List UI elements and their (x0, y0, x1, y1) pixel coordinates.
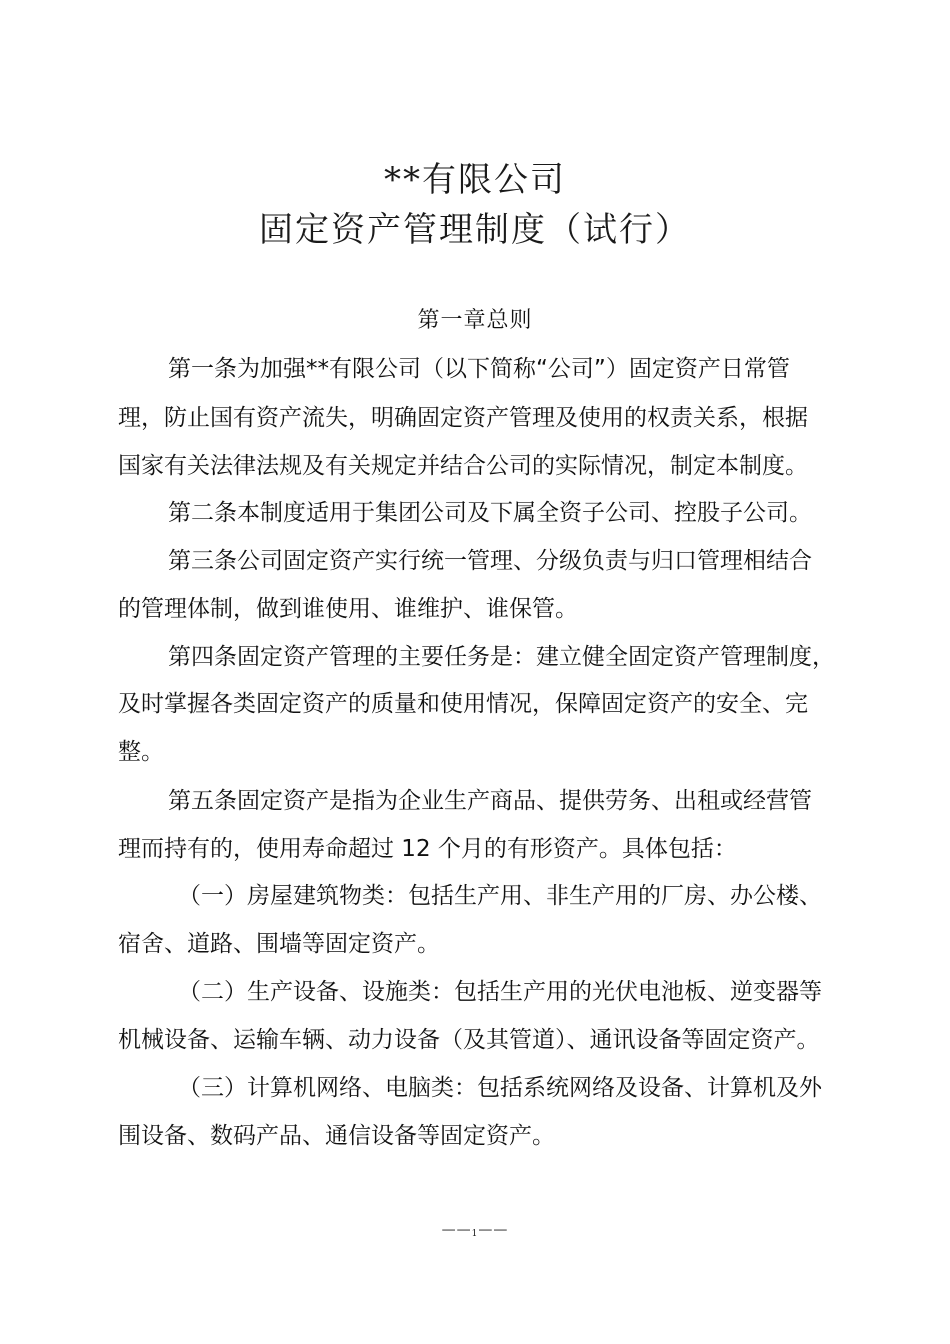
item-1-line-1: （一）房屋建筑物类：包括生产用、非生产用的厂房、办公楼、 (178, 883, 822, 909)
item-2-line-1: （二）生产设备、设施类：包括生产用的光伏电池板、逆变器等 (178, 979, 822, 1005)
page-footer (0, 1222, 950, 1239)
article-1-line-3: 国家有关法律法规及有关规定并结合公司的实际情况，制定本制度。 (118, 453, 808, 479)
article-3-line-2: 的管理体制，做到谁使用、谁维护、谁保管。 (118, 596, 578, 622)
company-title: **有限公司 (384, 160, 566, 200)
article-3-line-1: 第三条公司固定资产实行统一管理、分级负责与归口管理相结合 (168, 548, 812, 574)
footer-dash-right: —— (478, 1222, 509, 1238)
article-4-line-2: 及时掌握各类固定资产的质量和使用情况，保障固定资产的安全、完 (118, 691, 808, 717)
footer-dash-left: —— (441, 1222, 472, 1238)
item-3-line-2: 围设备、数码产品、通信设备等固定资产。 (118, 1123, 555, 1149)
article-1-line-1: 第一条为加强**有限公司（以下简称“公司”）固定资产日常管 (168, 356, 790, 382)
item-1-line-2: 宿舍、道路、围墙等固定资产。 (118, 931, 440, 957)
page-number: 1 (471, 1229, 479, 1239)
article-1-line-2: 理，防止国有资产流失，明确固定资产管理及使用的权责关系，根据 (118, 405, 808, 431)
document-title: 固定资产管理制度（试行） (259, 210, 691, 250)
item-2-line-2: 机械设备、运输车辆、动力设备（及其管道）、通讯设备等固定资产。 (118, 1027, 820, 1053)
article-5-line-1: 第五条固定资产是指为企业生产商品、提供劳务、出租或经营管 (168, 788, 812, 814)
article-2-line-1: 第二条本制度适用于集团公司及下属全资子公司、控股子公司。 (168, 500, 812, 526)
article-4-line-3: 整。 (118, 739, 164, 765)
chapter-heading: 第一章总则 (417, 308, 533, 333)
article-5-line-2: 理而持有的，使用寿命超过 12 个月的有形资产。具体包括： (118, 836, 737, 862)
article-4-line-1: 第四条固定资产管理的主要任务是：建立健全固定资产管理制度， (168, 644, 835, 670)
item-3-line-1: （三）计算机网络、电脑类：包括系统网络及设备、计算机及外 (178, 1075, 822, 1101)
